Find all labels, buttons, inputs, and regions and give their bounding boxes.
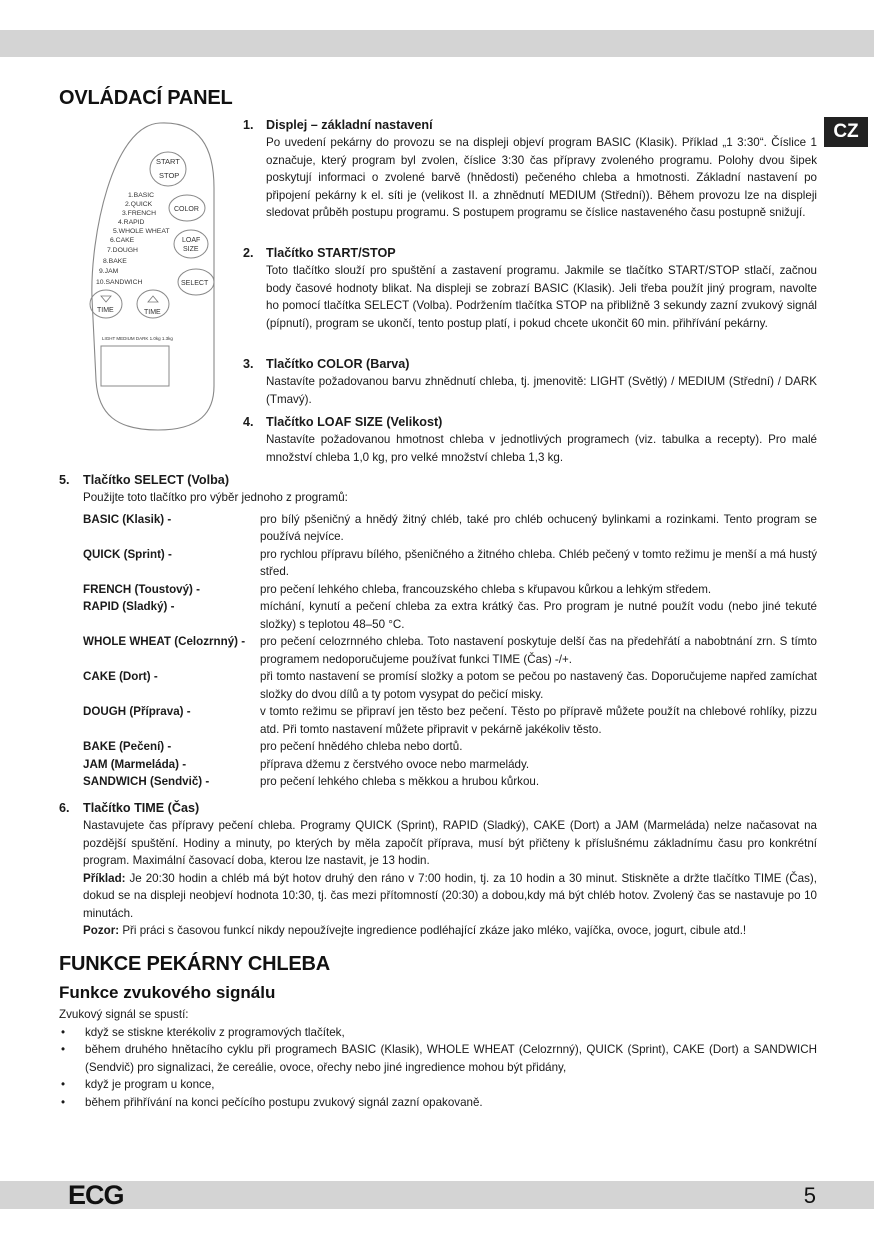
program-desc: příprava džemu z čerstvého ovoce nebo marmelády. <box>260 757 530 771</box>
program-label: 1.BASIC <box>128 192 155 199</box>
up-arrow-icon <box>148 296 158 302</box>
item-title: Tlačítko SELECT (Volba) <box>83 473 230 487</box>
program-desc: pro bílý pšeničný a hnědý žitný chléb, také pro chléb ochucený bylinkami a rozinkami. Tento program se používá nejvíce. <box>260 512 817 543</box>
program-label: 10.SANDWICH <box>96 279 143 286</box>
item-title: Tlačítko LOAF SIZE (Velikost) <box>266 415 443 429</box>
item-text: Po uvedení pekárny do provozu se na displeji objeví program BASIC (Klasik). Příklad „1 3:30“. Číslice 1 označuje, který program byl zvolen, číslice 3:30 čas přípravy zvoleného programu. Polohy dvou šipek poskytují informaci o zvolené barvě (hnědosti) pečeného chleba a hmotnosti. Základní nastavení po připojení pekárny k el. síti je (velikost II. a zhnědnutí MEDIUM (Střední)). Během provozu lze na displeji sledovat průběh postupu programu. S postupem programu se číslice nastaveného času postupně snižují. <box>266 136 817 219</box>
size-label: SIZE <box>183 246 199 253</box>
item-time <box>59 799 817 940</box>
example-text: Je 20:30 hodin a chléb má být hotov druhý den ráno v 7:00 hodin, tj. za 10 hodin a 30 minut. Stiskněte a držte tlačítko TIME (Čas), dokud se na displeji neobjeví hodnota 10:30, tj. čas mezi přítomností (20:30) a dobou,kdy má být chléb hotov. Zvolený čas se nastavuje po 10 minutách. <box>83 871 817 920</box>
item-display <box>243 116 817 222</box>
panel-outline <box>92 123 214 430</box>
loaf-label: LOAF <box>182 237 201 244</box>
control-panel-illustration <box>88 118 228 436</box>
program-row <box>83 546 817 581</box>
item-loaf-size <box>243 413 817 466</box>
program-label: 5.WHOLE WHEAT <box>113 228 170 235</box>
list-item: • během druhého hnětacího cyklu při programech BASIC (Klasik), WHOLE WHEAT (Celozrnný), QUICK (Sprint), CAKE (Dort) a SANDWICH (Sendvič) pro signalizaci, že cereálie, ovoce, ořechy nebo jiné ingredience mohou být přidány, <box>59 1041 817 1076</box>
section-title-control-panel: OVLÁDACÍ PANEL <box>59 87 233 109</box>
sound-intro: Zvukový signál se spustí: <box>59 1008 189 1021</box>
program-label: 9.JAM <box>99 268 119 275</box>
program-label: 7.DOUGH <box>107 247 138 254</box>
program-row <box>83 668 817 703</box>
item-color <box>243 355 817 408</box>
ecg-logo: ECG <box>68 1180 124 1210</box>
loaf-size-button <box>174 230 208 258</box>
program-name: JAM (Marmeláda) - <box>83 757 187 771</box>
item-title: Displej – základní nastavení <box>266 118 433 132</box>
item-select <box>59 471 817 791</box>
example-paragraph <box>83 870 817 923</box>
warning-label: Pozor: <box>83 924 120 937</box>
program-name: FRENCH (Toustový) - <box>83 582 201 596</box>
item-title: Tlačítko START/STOP <box>266 246 396 260</box>
program-row <box>83 598 817 633</box>
item-title: Tlačítko TIME (Čas) <box>83 801 200 815</box>
start-label: START <box>156 157 180 166</box>
page-number: 5 <box>803 1183 816 1208</box>
program-name: BASIC (Klasik) - <box>83 512 172 526</box>
sound-signal-section <box>59 1006 817 1111</box>
time-label: TIME <box>97 307 114 314</box>
list-item: • když je program u konce, <box>59 1076 817 1094</box>
program-name: CAKE (Dort) - <box>83 670 158 683</box>
item-text: Použijte toto tlačítko pro výběr jednoho z programů: <box>83 491 348 504</box>
program-desc: v tomto režimu se připraví jen těsto bez pečení. Těsto po přípravě můžete použít na chlebové rohlíky, pizzu atd. Při tomto nastavení můžete připravit v pekárně jakékoliv těsto. <box>260 705 817 736</box>
program-name: SANDWICH (Sendvič) - <box>83 775 210 788</box>
list-item: • během přihřívání na konci pečícího postupu zvukový signál zazní opakovaně. <box>59 1094 817 1112</box>
item-title: Tlačítko COLOR (Barva) <box>266 357 410 371</box>
program-desc: pro pečení hnědého chleba nebo dortů. <box>260 740 463 753</box>
item-number: 2. <box>243 246 254 260</box>
item-number: 6. <box>59 801 70 815</box>
program-label: 4.RAPID <box>118 219 145 226</box>
program-desc: při tomto nastavení se promísí složky a potom se pečou po nastavený čas. Doporučujeme napřed zamíchat složky do dvou dílů a ty potom vysypat do pečicí misky. <box>260 670 817 701</box>
item-number: 1. <box>243 118 254 132</box>
program-row <box>83 756 817 774</box>
language-tab: CZ <box>824 117 868 147</box>
program-desc: pro pečení celozrnného chleba. Toto nastavení poskytuje delší čas na předehřátí a nabobtnání zrn. S tímto programem nedoporučujeme používat funkci TIME (Čas) -/+. <box>260 635 817 666</box>
item-text: Nastavíte požadovanou hmotnost chleba v jednotlivých programech (viz. tabulka a recepty). Pro malé množství chleba 1,0 kg, pro velké množství chleba 1,3 kg. <box>266 433 817 464</box>
item-text: Toto tlačítko slouží pro spuštění a zastavení programu. Jakmile se tlačítko START/STOP stlačí, začnou body časové hodnoty blikat. Na displeji se zobrazí BASIC (Klasik). Jeli třeba použít jiný program, navolte ho pomocí tlačítka SELECT (Volba). Podržením tlačítka STOP na přibližně 3 sekundy zazní zvukový signál (pípnutí), program se ukončí, tento postup platí, i pokud chcete ukončit 60 min. přihřívání pekárny. <box>266 264 817 330</box>
select-label: SELECT <box>181 280 209 287</box>
time-label: TIME <box>144 309 161 316</box>
program-desc: pro pečení lehkého chleba s měkkou a hrubou kůrkou. <box>260 775 540 788</box>
item-number: 3. <box>243 357 254 371</box>
program-desc: pro pečení lehkého chleba, francouzského chleba s křupavou kůrkou a lehkým středem. <box>260 582 712 596</box>
down-arrow-icon <box>101 296 111 302</box>
program-row <box>83 581 817 599</box>
program-name: BAKE (Pečení) - <box>83 740 172 753</box>
program-row <box>83 703 817 738</box>
program-name: RAPID (Sladký) - <box>83 600 175 613</box>
bottom-band <box>0 1181 874 1209</box>
program-label: 8.BAKE <box>103 258 127 265</box>
color-label: COLOR <box>174 206 199 213</box>
stop-label: STOP <box>159 171 180 180</box>
lcd-display <box>101 346 169 386</box>
program-label: 3.FRENCH <box>122 210 156 217</box>
warning-paragraph <box>83 922 817 940</box>
program-name: QUICK (Sprint) - <box>83 547 172 561</box>
program-row <box>83 633 817 668</box>
item-start-stop <box>243 244 817 332</box>
section-title-functions: FUNKCE PEKÁRNY CHLEBA <box>59 953 331 975</box>
program-label: 2.QUICK <box>125 201 153 208</box>
program-name: WHOLE WHEAT (Celozrnný) - <box>83 635 246 648</box>
example-label: Příklad: <box>83 871 126 885</box>
program-label: 6.CAKE <box>110 237 135 244</box>
subsection-title-sound: Funkce zvukového signálu <box>59 983 276 1002</box>
programs-table <box>83 511 817 791</box>
program-row <box>83 511 817 546</box>
display-indicator-label: LIGHT MEDIUM DARK 1.0kg 1.3kg <box>102 336 173 341</box>
program-list <box>96 192 170 286</box>
top-band <box>0 30 874 57</box>
program-name: DOUGH (Příprava) - <box>83 705 191 718</box>
item-text: Nastavíte požadovanou barvu zhnědnutí chleba, tj. jmenovitě: LIGHT (Světlý) / MEDIUM (Střední) / DARK (Tmavý). <box>266 375 817 406</box>
program-desc: pro rychlou přípravu bílého, pšeničného a žitného chleba. Chléb pečený v tomto režimu je menší a má hustý střed. <box>260 547 817 578</box>
program-row <box>83 738 817 756</box>
list-item: • když se stiskne kterékoliv z programových tlačítek, <box>59 1024 817 1042</box>
program-row <box>83 773 817 791</box>
item-number: 5. <box>59 473 70 487</box>
program-desc: míchání, kynutí a pečení chleba za extra krátký čas. Pro program je nutné použít vodu (nebo jiné tekuté složky) s teplotou 48–50 °C. <box>260 600 817 631</box>
warning-text: Při práci s časovou funkcí nikdy nepoužívejte ingredience podléhající zkáze jako mléko, vajíčka, ovoce, jogurt, cibule atd.! <box>122 924 747 937</box>
item-number: 4. <box>243 415 254 429</box>
item-text: Nastavujete čas přípravy pečení chleba. Programy QUICK (Sprint), RAPID (Sladký), CAKE (Dort) a JAM (Marmeláda) nelze načasovat na pozdější spuštění. Hodiny a minuty, po kterých by měla započít příprava, musí být přičteny k příslušnému základnímu času pro konkrétní program. Maximální časovací doba, kterou lze nastavit, je 13 hodin. <box>83 819 817 867</box>
